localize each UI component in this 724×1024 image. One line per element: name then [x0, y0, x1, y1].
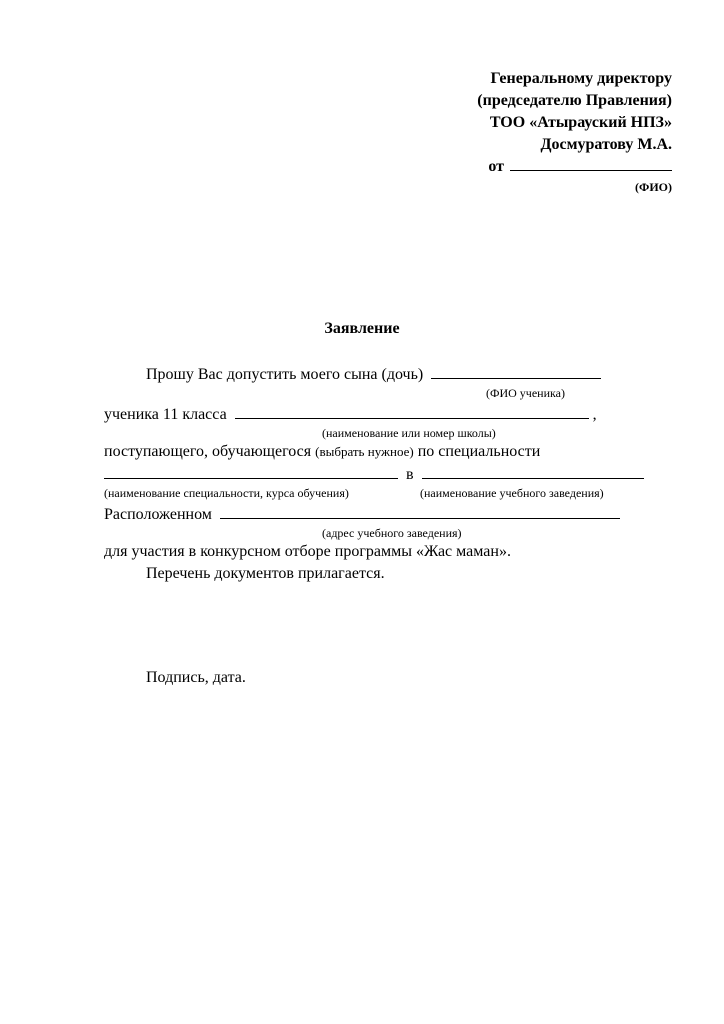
request-line: [146, 364, 601, 385]
fio-hint: (ФИО): [635, 180, 672, 194]
documents-line: Перечень документов прилагается.: [146, 565, 385, 582]
school-hint: (наименование или номер школы): [322, 426, 496, 440]
from-line: [352, 156, 672, 178]
specialty-fields-line: [104, 464, 644, 485]
signature-line: Подпись, дата.: [146, 669, 246, 686]
specialty-in-label: в: [406, 466, 414, 483]
addressee-name: Досмуратову М.А.: [540, 136, 672, 153]
school-field[interactable]: [235, 404, 589, 419]
addressee-block: [352, 68, 672, 194]
student-name-hint: (ФИО ученика): [486, 386, 565, 400]
institution-field[interactable]: [422, 464, 644, 479]
specialty-text-a: поступающего, обучающегося: [104, 443, 312, 460]
class-trailing-comma: ,: [592, 406, 597, 423]
from-label: от: [488, 158, 504, 175]
addressee-company: ТОО «Атырауский НПЗ»: [489, 114, 672, 131]
specialty-line: [104, 442, 540, 462]
addressee-position-alt: (председателю Правления): [477, 92, 672, 109]
address-hint: (адрес учебного заведения): [322, 526, 462, 540]
address-text: Расположенном: [104, 506, 212, 523]
class-text: ученика 11 класса: [104, 406, 227, 423]
specialty-hint: (наименование специальности, курса обучения): [104, 486, 349, 500]
address-line: [104, 504, 620, 525]
document-title: Заявление: [324, 320, 400, 337]
student-name-field[interactable]: [431, 364, 601, 379]
specialty-choose-hint: (выбрать нужное): [315, 444, 414, 459]
specialty-text-c: по специальности: [417, 443, 541, 460]
institution-hint: (наименование учебного заведения): [420, 486, 604, 500]
addressee-position: Генеральному директору: [490, 70, 672, 87]
address-field[interactable]: [220, 504, 620, 519]
specialty-field[interactable]: [104, 464, 398, 479]
class-line: [104, 404, 597, 425]
request-text: Прошу Вас допустить моего сына (дочь): [146, 366, 424, 383]
purpose-line: для участия в конкурсном отборе программы «Жас маман».: [104, 543, 511, 560]
from-name-field[interactable]: [510, 156, 672, 171]
